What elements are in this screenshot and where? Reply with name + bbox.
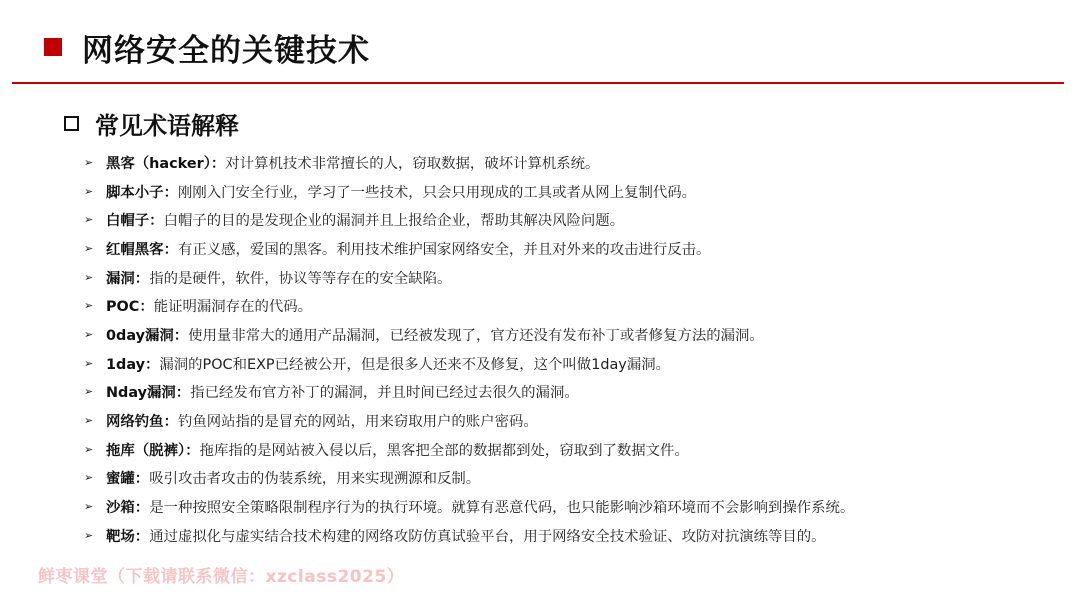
term-name: 0day漏洞： xyxy=(106,327,189,344)
term-description: 指的是硬件，软件，协议等等存在的安全缺陷。 xyxy=(149,270,452,287)
term-name: Nday漏洞： xyxy=(106,385,191,402)
arrow-bullet-icon: ➢ xyxy=(84,299,94,313)
arrow-bullet-icon: ➢ xyxy=(84,155,94,169)
term-name: 脚本小子： xyxy=(106,184,178,201)
arrow-bullet-icon: ➢ xyxy=(84,442,94,456)
list-item xyxy=(84,349,1064,378)
term-name: 靶场： xyxy=(106,528,150,545)
list-item xyxy=(84,521,1064,550)
term-name: 沙箱： xyxy=(106,500,150,517)
list-item xyxy=(84,378,1064,407)
arrow-bullet-icon: ➢ xyxy=(84,241,94,255)
title-bar xyxy=(44,22,370,72)
term-description: 漏洞的POC和EXP已经被公开，但是很多人还来不及修复，这个叫做1day漏洞。 xyxy=(159,356,670,373)
arrow-bullet-icon: ➢ xyxy=(84,213,94,227)
term-description: 白帽子的目的是发现企业的漏洞并且上报给企业，帮助其解决风险问题。 xyxy=(163,213,625,230)
list-item xyxy=(84,464,1064,493)
arrow-bullet-icon: ➢ xyxy=(84,500,94,514)
term-description: 使用量非常大的通用产品漏洞，已经被发现了，官方还没有发布补丁或者修复方法的漏洞。 xyxy=(188,327,764,344)
term-description: 指已经发布官方补丁的漏洞，并且时间已经过去很久的漏洞。 xyxy=(190,385,579,402)
title-square-icon xyxy=(44,38,62,56)
list-item xyxy=(84,263,1064,292)
list-item xyxy=(84,291,1064,320)
section-title: 常见术语解释 xyxy=(95,112,239,140)
list-item xyxy=(84,177,1064,206)
list-item xyxy=(84,320,1064,349)
term-description: 有正义感，爱国的黑客。利用技术维护国家网络安全，并且对外来的攻击进行反击。 xyxy=(177,241,711,258)
title-divider xyxy=(12,82,1064,84)
hollow-square-icon xyxy=(64,116,79,131)
term-description: 钓鱼网站指的是冒充的网站，用来窃取用户的账户密码。 xyxy=(177,414,538,431)
arrow-bullet-icon: ➢ xyxy=(84,270,94,284)
arrow-bullet-icon: ➢ xyxy=(84,528,94,542)
page-title: 网络安全的关键技术 xyxy=(82,32,370,69)
arrow-bullet-icon: ➢ xyxy=(84,414,94,428)
list-item xyxy=(84,435,1064,464)
term-description: 拖库指的是网站被入侵以后，黑客把全部的数据都到处，窃取到了数据文件。 xyxy=(199,442,689,459)
arrow-bullet-icon: ➢ xyxy=(84,385,94,399)
list-item xyxy=(84,406,1064,435)
term-description: 刚刚入门安全行业，学习了一些技术，只会只用现成的工具或者从网上复制代码。 xyxy=(177,184,697,201)
arrow-bullet-icon: ➢ xyxy=(84,356,94,370)
term-name: 黑客（hacker）： xyxy=(106,155,226,172)
list-item xyxy=(84,234,1064,263)
term-name: 拖库（脱裤）： xyxy=(106,442,200,459)
term-description: 是一种按照安全策略限制程序行为的执行环境。就算有恶意代码，也只能影响沙箱环境而不会影响到操作系统。 xyxy=(149,500,855,517)
term-name: POC： xyxy=(106,299,154,316)
term-description: 吸引攻击者攻击的伪装系统，用来实现溯源和反制。 xyxy=(149,471,481,488)
term-name: 漏洞： xyxy=(106,270,150,287)
watermark: 鲜枣课堂（下载请联系微信：xzclass2025） xyxy=(38,567,405,587)
list-item xyxy=(84,148,1064,177)
term-name: 蜜罐： xyxy=(106,471,150,488)
arrow-bullet-icon: ➢ xyxy=(84,327,94,341)
term-name: 网络钓鱼： xyxy=(106,414,178,431)
list-item xyxy=(84,492,1064,521)
term-description: 对计算机技术非常擅长的人，窃取数据，破坏计算机系统。 xyxy=(225,155,600,172)
arrow-bullet-icon: ➢ xyxy=(84,184,94,198)
term-description: 能证明漏洞存在的代码。 xyxy=(153,299,313,316)
arrow-bullet-icon: ➢ xyxy=(84,471,94,485)
list-item xyxy=(84,205,1064,234)
term-description: 通过虚拟化与虚实结合技术构建的网络攻防仿真试验平台，用于网络安全技术验证、攻防对抗演练等目的。 xyxy=(149,528,826,545)
term-name: 红帽黑客： xyxy=(106,241,178,258)
section-heading xyxy=(64,106,239,141)
term-name: 白帽子： xyxy=(106,213,164,230)
term-name: 1day： xyxy=(106,356,160,373)
terms-list xyxy=(84,148,1064,550)
